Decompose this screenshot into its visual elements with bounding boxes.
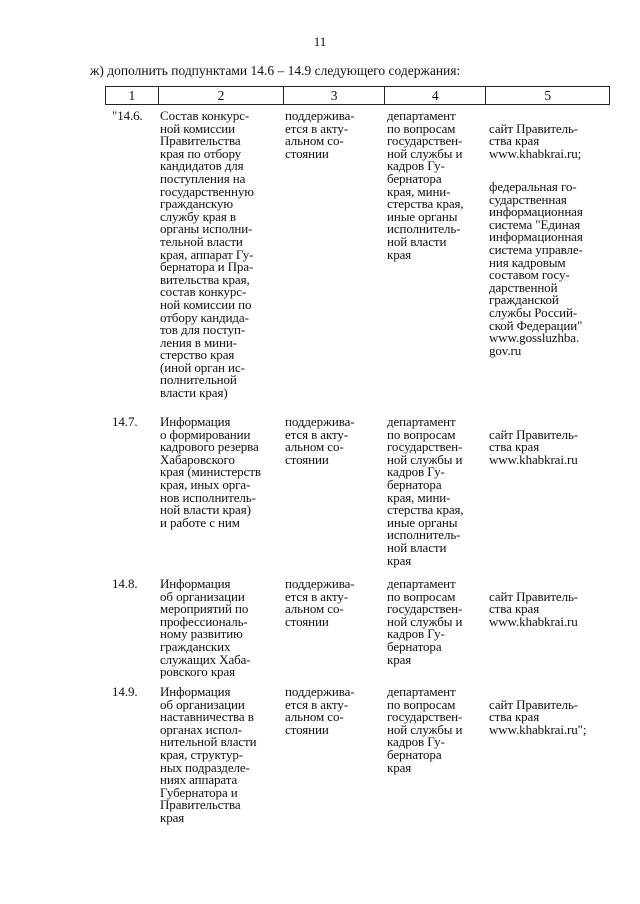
header-cell-1: 1 — [128, 88, 136, 103]
header-cell-5: 5 — [485, 87, 609, 104]
table-header-row — [105, 86, 610, 105]
page-number: 11 — [313, 34, 327, 49]
intro-paragraph: ж) дополнить подпунктами 14.6 – 14.9 следующего содержания: — [90, 63, 461, 78]
row-title: Информация об организации мероприятий по профессиональ- ному развитию гражданских служащих Хаба- ровского края — [160, 576, 251, 680]
row-number: 14.9. — [112, 684, 138, 699]
row-department: департамент по вопросам государствен- ной службы и кадров Гу- бернатора края — [387, 576, 463, 667]
row-site-primary: сайт Правитель- ства края www.khabkrai.ru — [489, 588, 579, 629]
row-department: департамент по вопросам государствен- ной службы и кадров Гу- бернатора края, мини- стерства края, иные органы исполнитель- ной власти края — [387, 108, 464, 262]
row-site — [489, 686, 609, 749]
row-department: департамент по вопросам государствен- ной службы и кадров Гу- бернатора края, мини- стерства края, иные органы исполнитель- ной власти края — [387, 414, 464, 568]
row-title: Состав конкурс- ной комиссии Правительства края по отбору кандидатов для поступления на государственную гражданскую службу края в органы исполни- тельной власти края, аппарат Гу- бернатора и Пра- вительства края, состав конкурс- ной комиссии по отбору кандида- тов для поступ- ления в мини- стерство края (иной орган ис- полнительной власти края) — [160, 108, 254, 401]
row-status: поддержива- ется в акту- альном со- стоянии — [285, 684, 355, 737]
row-status: поддержива- ется в акту- альном со- стоянии — [285, 108, 355, 161]
row-number: "14.6. — [112, 108, 143, 123]
row-number: 14.7. — [112, 414, 138, 429]
row-site — [489, 578, 609, 641]
row-status: поддержива- ется в акту- альном со- стоянии — [285, 576, 355, 629]
row-number: 14.8. — [112, 576, 138, 591]
row-site — [489, 416, 609, 479]
row-site-primary: сайт Правитель- ства края www.khabkrai.ru; — [489, 120, 582, 161]
row-site-primary: сайт Правитель- ства края www.khabkrai.ru"; — [489, 696, 587, 737]
header-cell-3: 3 — [283, 87, 384, 104]
row-site-secondary: федеральная го- сударственная информационная система "Единая информационная система управле- ния кадровым составом госу- дарственной гражданской службы Россий- ской Федерации" www.gossluzhba. gov.ru — [489, 178, 583, 358]
row-title: Информация о формировании кадрового резерва Хабаровского края (министерств края, иных орга- нов исполнитель- ной власти края) и работе с ним — [160, 414, 261, 530]
row-title: Информация об организации наставничества в органах испол- нительной власти края, структур- ных подразделе- ниях аппарата Губернатора и Правительства края — [160, 684, 257, 825]
row-site — [489, 110, 609, 370]
row-status: поддержива- ется в акту- альном со- стоянии — [285, 414, 355, 467]
header-cell-2: 2 — [158, 87, 284, 104]
row-site-primary: сайт Правитель- ства края www.khabkrai.ru — [489, 426, 579, 467]
row-department: департамент по вопросам государствен- ной службы и кадров Гу- бернатора края — [387, 684, 463, 775]
header-cell-4: 4 — [384, 87, 486, 104]
